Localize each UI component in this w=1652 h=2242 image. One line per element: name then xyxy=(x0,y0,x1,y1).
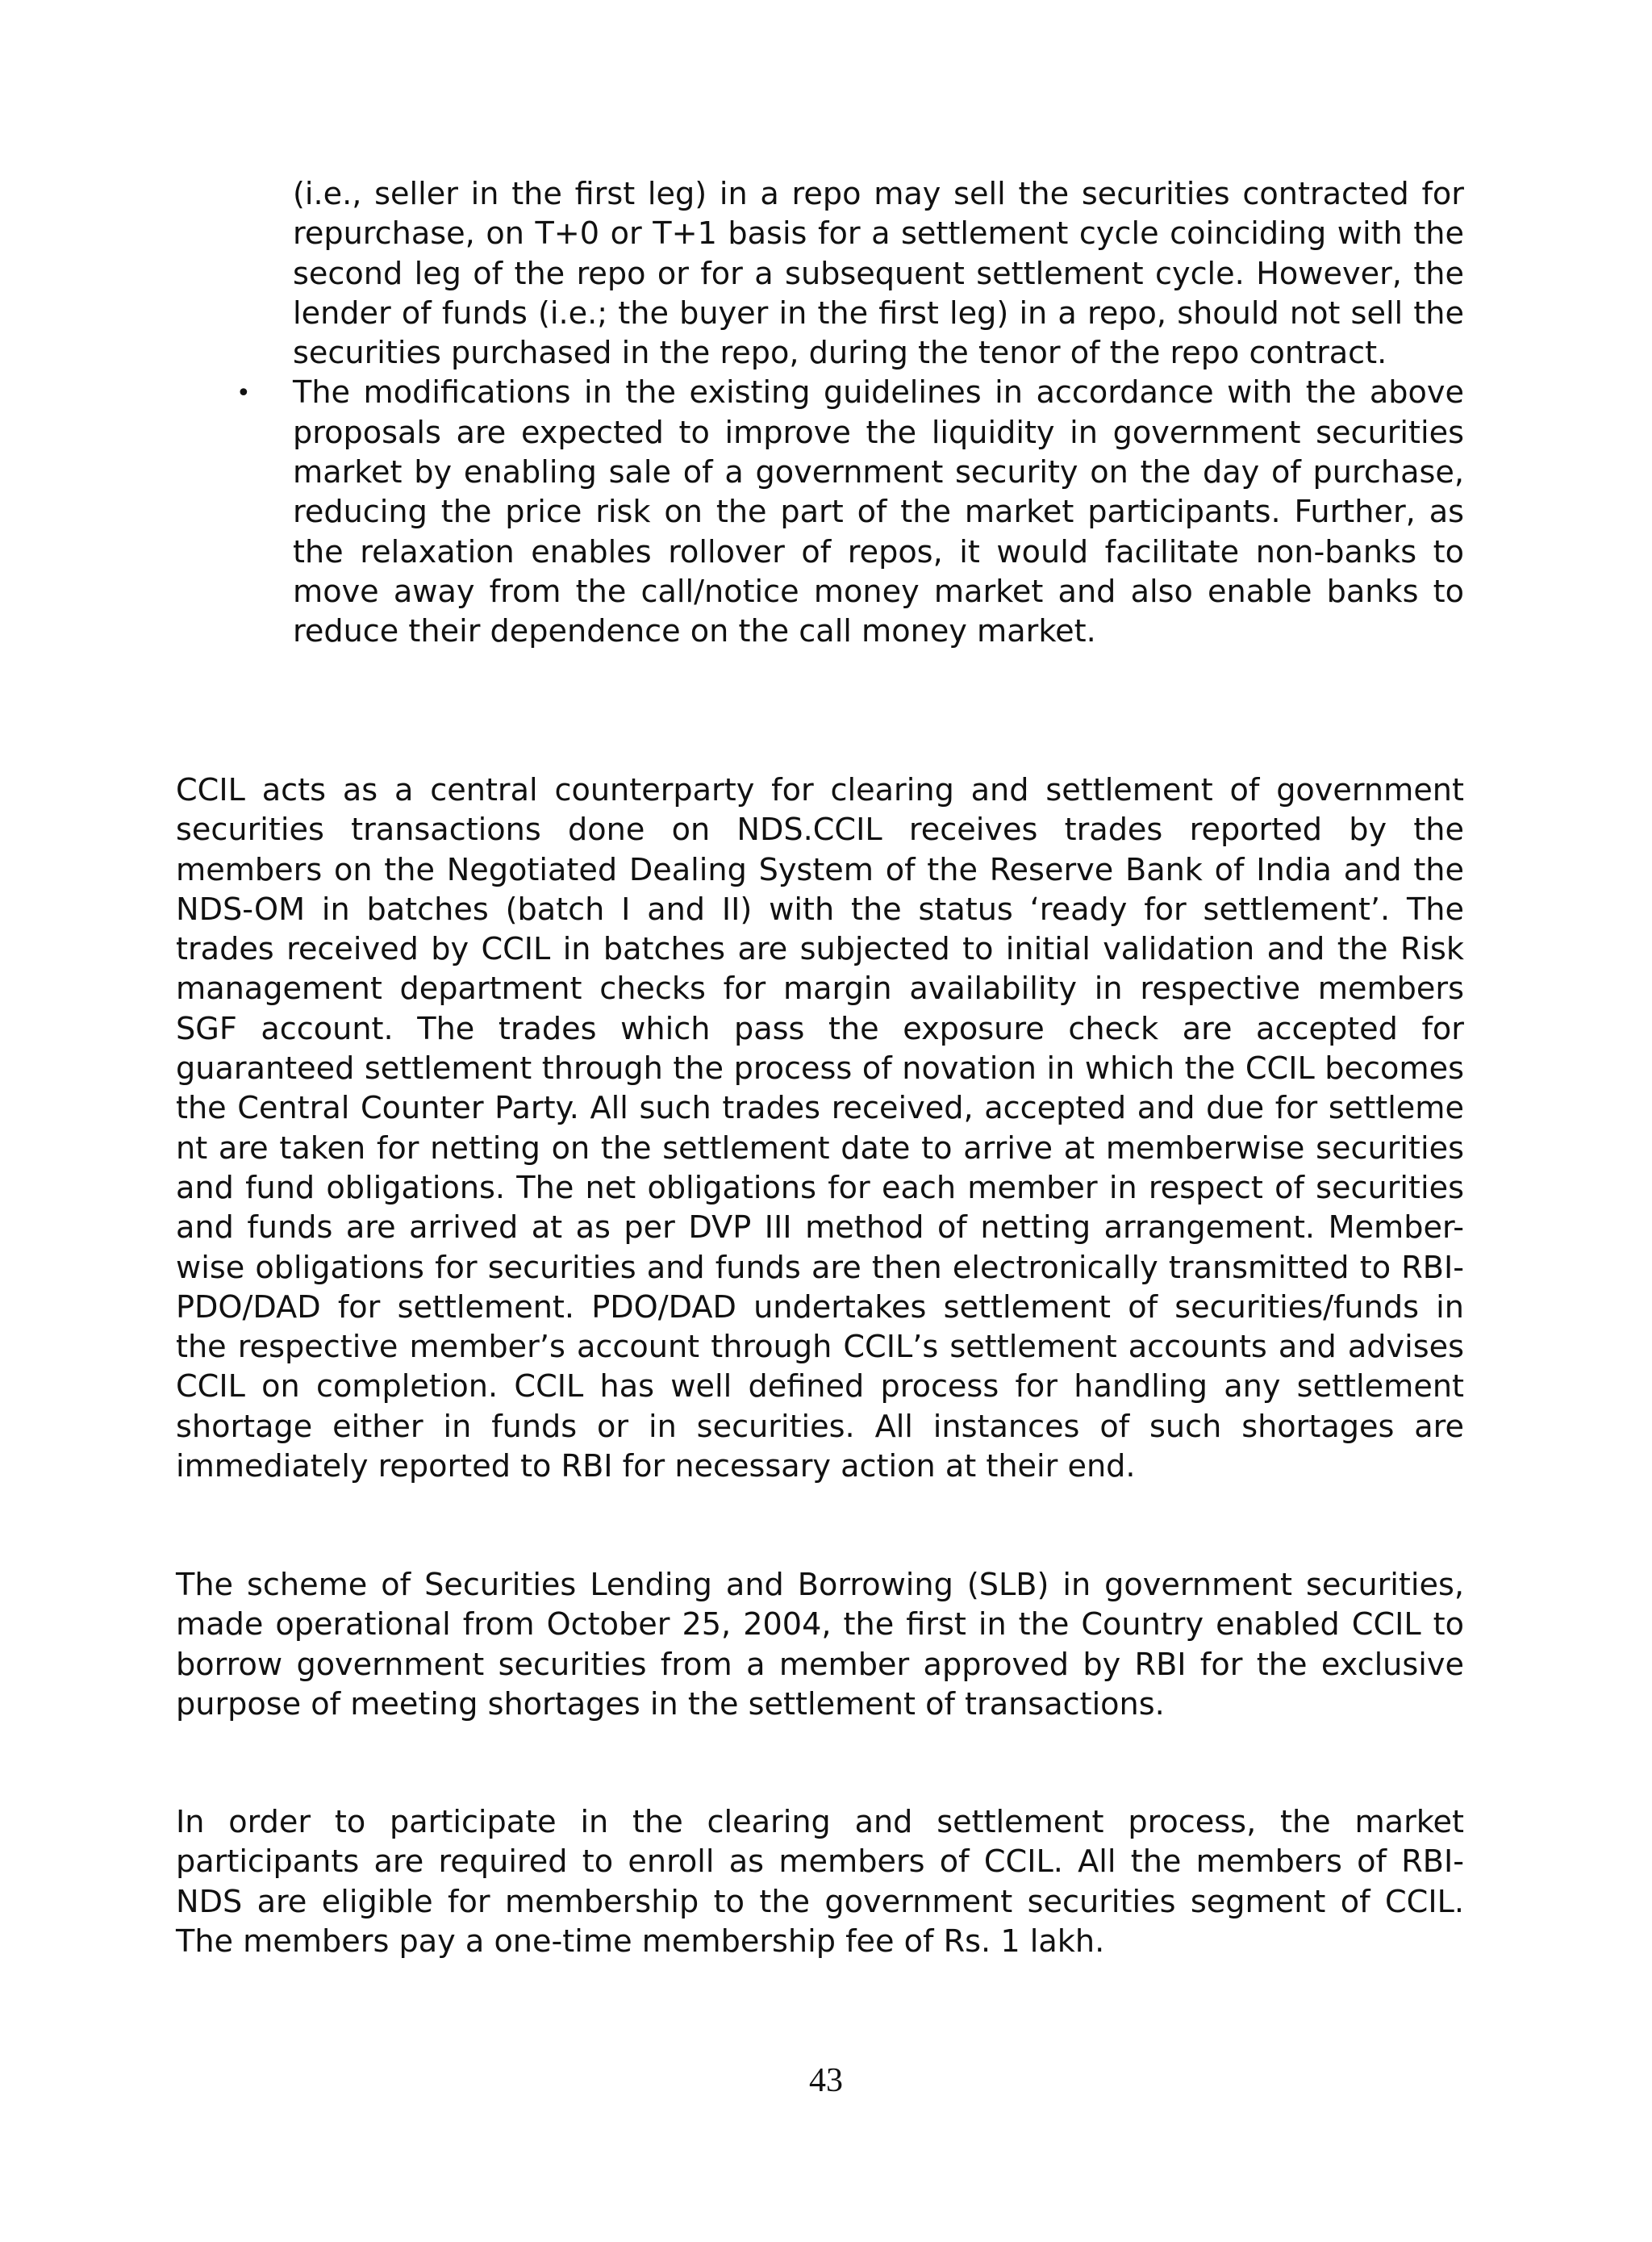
bullet-item xyxy=(236,374,1464,652)
paragraph-slb-scheme: The scheme of Securities Lending and Borrowing (SLB) in government securities, made operational from October 25, 2004, the first in the Country enabled CCIL to borrow government securities from a member approved by RBI for the exclusive purpose of meeting shortages in the settlement of transactions. xyxy=(176,1568,1464,1722)
page-number: 43 xyxy=(809,2062,843,2099)
paragraph-ccil-settlement: CCIL acts as a central counterparty for clearing and settlement of government securities transactions done on NDS.CCIL receives trades reported by the members on the Negotiated Dealing System of the Reserve Bank of India and the NDS-OM in batches (batch I and II) with the status ‘ready for settlement’. The trades received by CCIL in batches are subjected to initial validation and the Risk management department checks for margin availability in respective members SGF account. The trades which pass the exposure check are accepted for guaranteed settlement through the process of novation in which the CCIL becomes the Central Counter Party. All such trades received, accepted and due for settleme nt are taken for netting on the settlement date to arrive at memberwise securities and fund obligations. The net obligations for each member in respect of securities and funds are arrived at as per DVP III method of netting arrangement. Member-wise obligations for securities and funds are then electronically transmitted to RBI-PDO/DAD for settlement. PDO/DAD undertakes settlement of securities/funds in the respective member’s account through CCIL’s settlement accounts and advises CCIL on completion. CCIL has well defined process for handling any settlement shortage either in funds or in securities. All instances of such shortages are immediately reported to RBI for necessary action at their end. xyxy=(176,773,1464,1485)
bullet-icon: • xyxy=(236,379,251,408)
bullet-section xyxy=(236,175,1464,653)
continued-text: (i.e., seller in the first leg) in a repo may sell the securities contracted for repurchase, on T+0 or T+1 basis for a settlement cycle coinciding with the second leg of the repo or for a subsequent settlement cycle. However, the lender of funds (i.e.; the buyer in the first leg) in a repo, should not sell the securities purchased in the repo, during the tenor of the repo contract. xyxy=(293,177,1464,372)
bullet-text: The modifications in the existing guidelines in accordance with the above proposals are expected to improve the liquidity in government securities market by enabling sale of a government security on the day of purchase, reducing the price risk on the part of the market participants. Further, as the relaxation enables rollover of repos, it would facilitate non-banks to move away from the call/notice money market and also enable banks to reduce their dependence on the call money market. xyxy=(293,375,1464,650)
paragraph-membership: In order to participate in the clearing and settlement process, the market participants are required to enroll as members of CCIL. All the members of RBI-NDS are eligible for membership to the government securities segment of CCIL. The members pay a one-time membership fee of Rs. 1 lakh. xyxy=(176,1805,1464,1960)
